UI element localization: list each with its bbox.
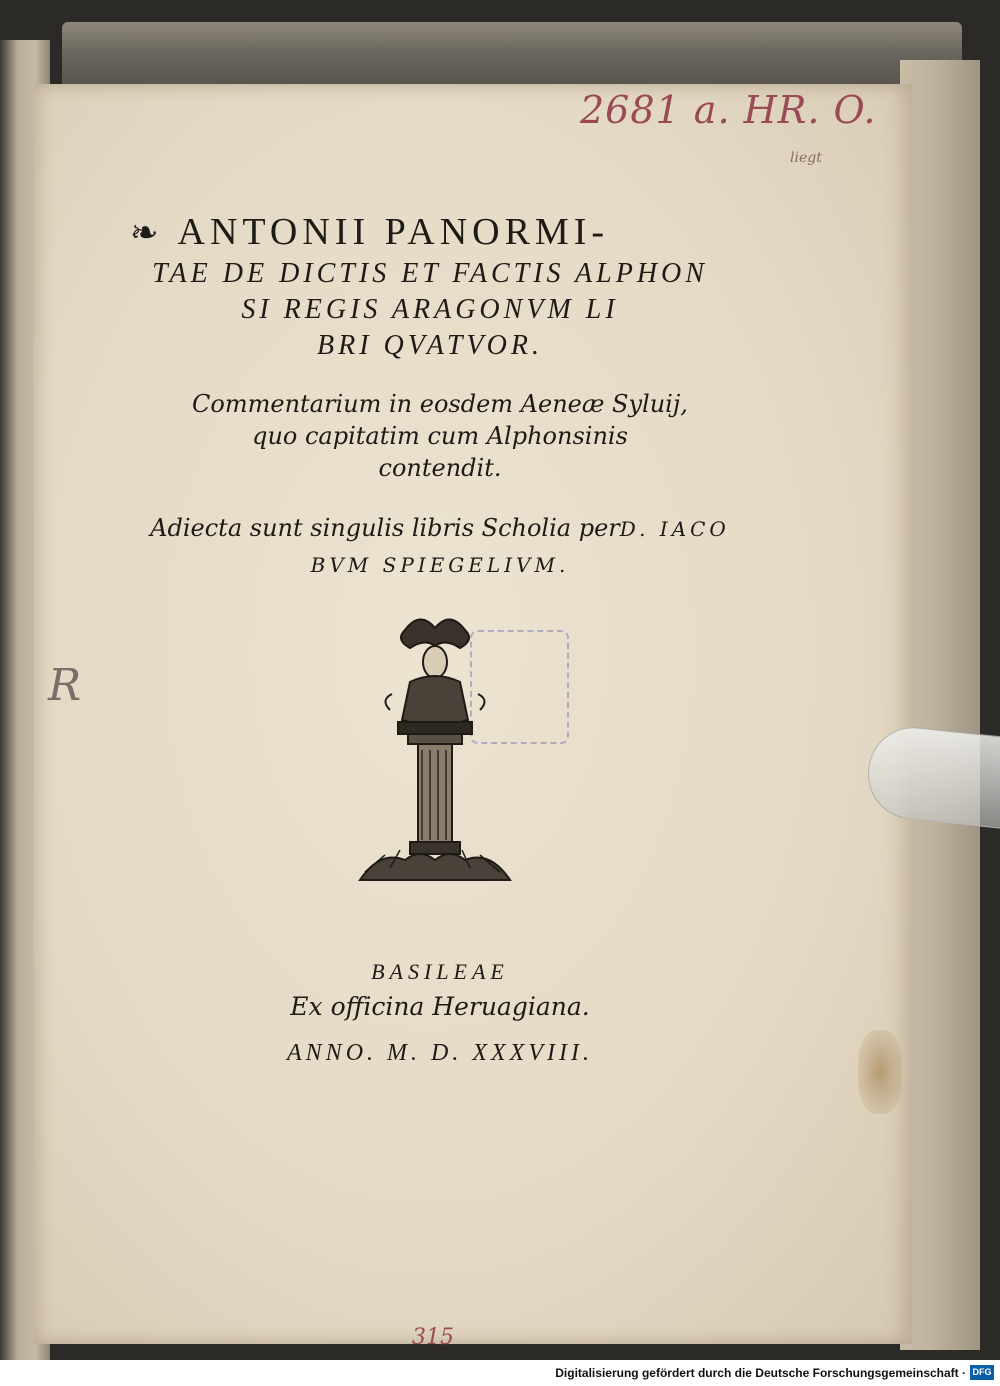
commentary-note bbox=[160, 388, 720, 484]
title-line: TAE DE DICTIS ET FACTIS ALPHON bbox=[152, 258, 708, 289]
scholia-line: BVM SPIEGELIVM. bbox=[310, 553, 570, 577]
handwritten-note: liegt bbox=[790, 150, 822, 166]
scholia-line: Adiecta sunt singulis libris Scholia perD. IACO bbox=[150, 514, 730, 542]
imprint-city: BASILEAE bbox=[371, 959, 509, 984]
commentary-line: contendit. bbox=[378, 454, 502, 482]
dfg-logo-icon: DFG bbox=[970, 1365, 994, 1380]
imprint bbox=[250, 955, 630, 1081]
commentary-line: quo capitatim cum Alphonsinis bbox=[252, 422, 628, 450]
handwritten-shelf-mark: 2681 a. HR. O. bbox=[580, 88, 877, 132]
foxing-stain bbox=[858, 1030, 902, 1114]
handwritten-margin-letter: R bbox=[48, 660, 82, 711]
imprint-printer: Ex officina Heruagiana. bbox=[290, 992, 590, 1021]
digitization-footer bbox=[0, 1360, 1000, 1386]
commentary-line: Commentarium in eosdem Aeneæ Syluij, bbox=[192, 390, 688, 418]
imprint-year: ANNO. M. D. XXXVIII. bbox=[287, 1040, 593, 1066]
scholia-note bbox=[150, 510, 730, 583]
funding-credit: Digitalisierung gefördert durch die Deutsche Forschungsgemeinschaft · bbox=[555, 1366, 966, 1380]
title-line: BRI QVATVOR. bbox=[316, 330, 543, 361]
title-line: SI REGIS ARAGONVM LI bbox=[241, 294, 619, 325]
page-stack-edge bbox=[900, 60, 980, 1350]
title-line: ❧ ANTONII PANORMI- bbox=[130, 211, 610, 253]
handwritten-page-number: 315 bbox=[412, 1325, 454, 1350]
book-title bbox=[130, 210, 730, 364]
printers-device-woodcut bbox=[350, 610, 520, 900]
fleuron-ornament-icon: ❧ bbox=[130, 215, 164, 252]
